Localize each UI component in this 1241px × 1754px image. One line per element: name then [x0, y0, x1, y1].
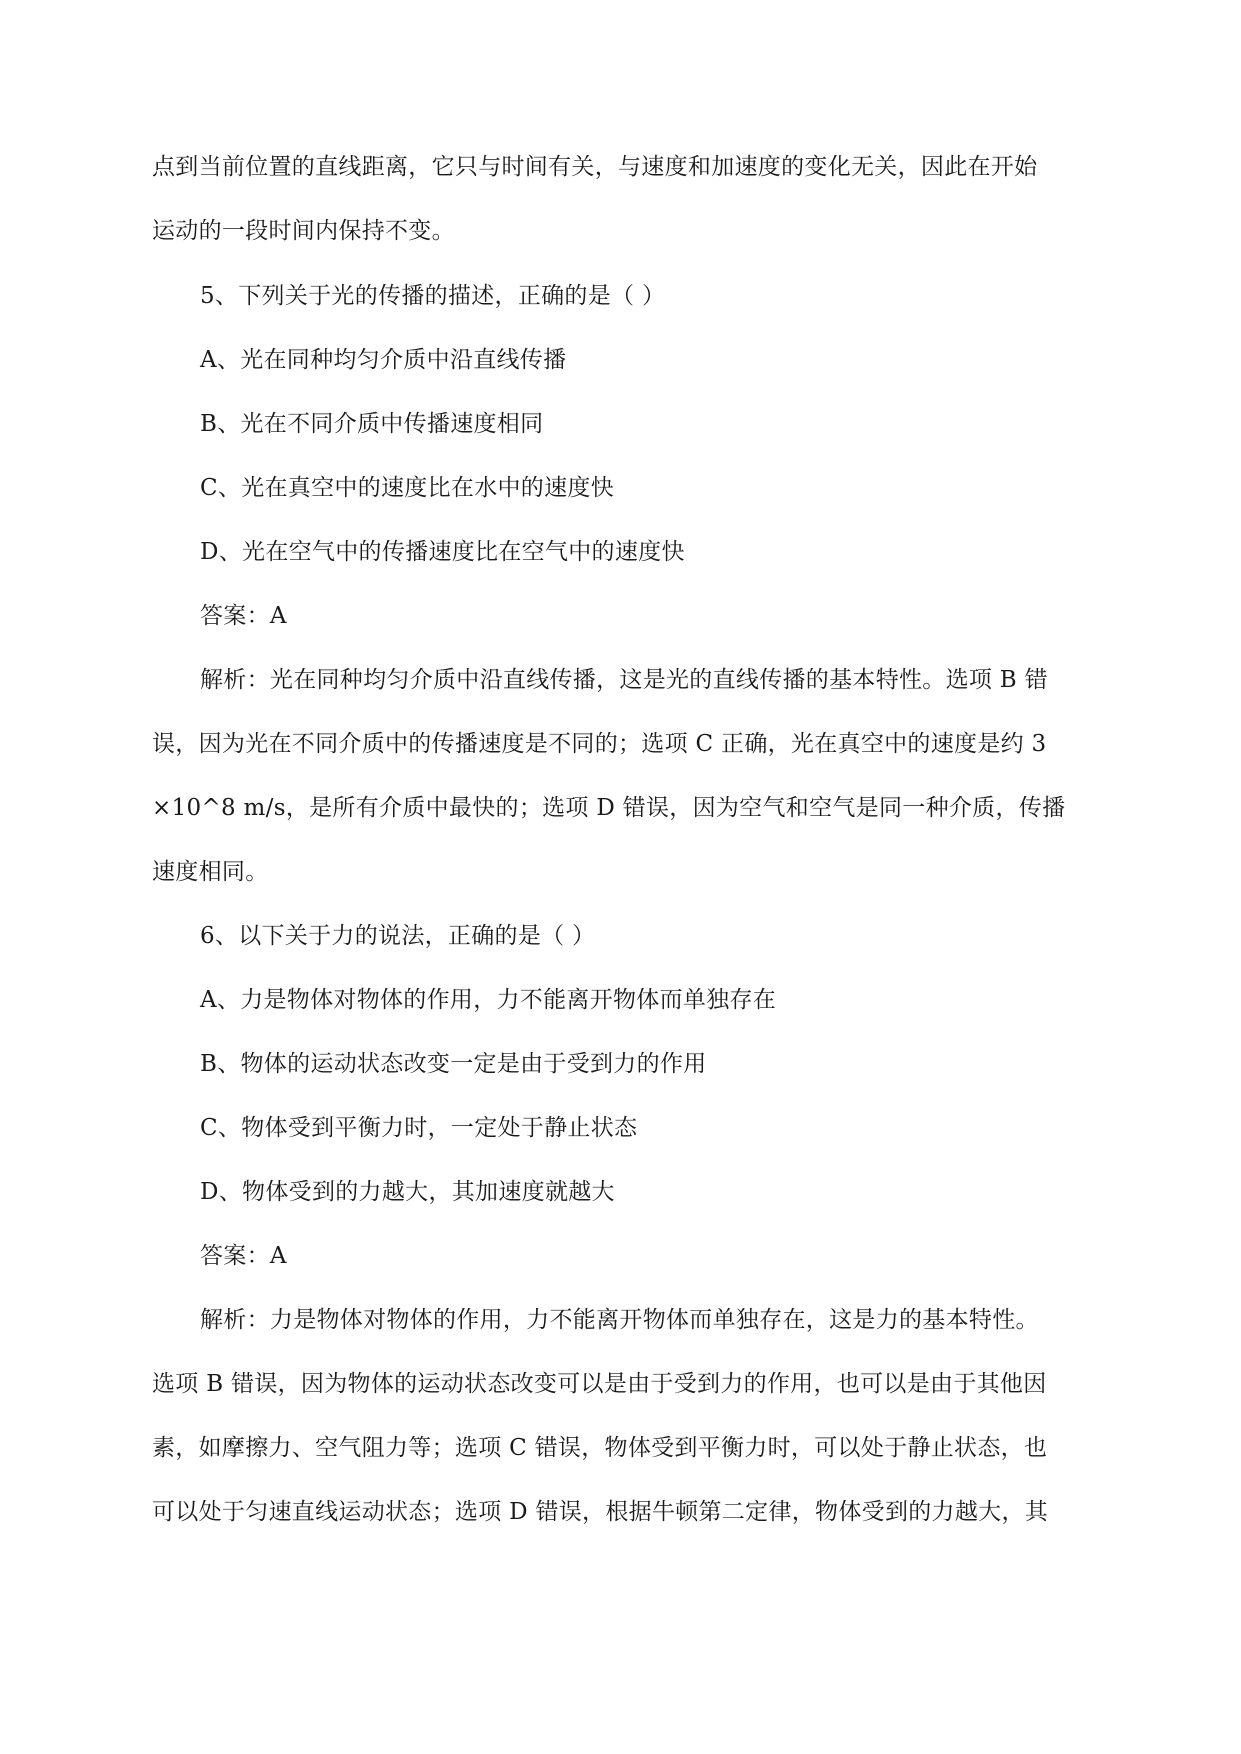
question-6-option-a: A、力是物体对物体的作用，力不能离开物体而单独存在: [200, 987, 777, 1013]
question-6-option-d: D、物体受到的力越大，其加速度就越大: [200, 1179, 615, 1205]
question-6-option-b: B、物体的运动状态改变一定是由于受到力的作用: [200, 1051, 707, 1077]
question-6-stem: 6、以下关于力的说法，正确的是（ ）: [200, 923, 596, 949]
question-6-explanation-line: 素，如摩擦力、空气阻力等；选项 C 错误，物体受到平衡力时，可以处于静止状态，也: [152, 1435, 1048, 1461]
question-6-explanation-line: 可以处于匀速直线运动状态；选项 D 错误，根据牛顿第二定律，物体受到的力越大，其: [152, 1499, 1049, 1525]
question-5-explanation-line: 速度相同。: [152, 859, 269, 885]
question-5-option-a: A、光在同种均匀介质中沿直线传播: [200, 347, 567, 373]
question-6-answer: 答案：A: [200, 1243, 287, 1269]
question-6-explanation-line: 选项 B 错误，因为物体的运动状态改变可以是由于受到力的作用，也可以是由于其他因: [152, 1371, 1047, 1397]
question-5-stem: 5、下列关于光的传播的描述，正确的是（ ）: [200, 283, 666, 309]
question-5-explanation-line: 解析：光在同种均匀介质中沿直线传播，这是光的直线传播的基本特性。选项 B 错: [200, 667, 1048, 693]
question-5-option-d: D、光在空气中的传播速度比在空气中的速度快: [200, 539, 685, 565]
question-6-explanation-line: 解析：力是物体对物体的作用，力不能离开物体而单独存在，这是力的基本特性。: [200, 1307, 1039, 1333]
paragraph-line: 运动的一段时间内保持不变。: [152, 218, 455, 244]
question-5-option-c: C、光在真空中的速度比在水中的速度快: [200, 475, 614, 501]
question-5-answer: 答案：A: [200, 603, 287, 629]
question-5-explanation-line: 误，因为光在不同介质中的传播速度是不同的；选项 C 正确，光在真空中的速度是约 3: [152, 731, 1047, 757]
paragraph-line: 点到当前位置的直线距离，它只与时间有关，与速度和加速度的变化无关，因此在开始: [152, 154, 1038, 180]
question-5-explanation-line: ×10^8 m/s，是所有介质中最快的；选项 D 错误，因为空气和空气是同一种介质，传播: [152, 795, 1066, 821]
question-6-option-c: C、物体受到平衡力时，一定处于静止状态: [200, 1115, 638, 1141]
question-5-option-b: B、光在不同介质中传播速度相同: [200, 411, 544, 437]
